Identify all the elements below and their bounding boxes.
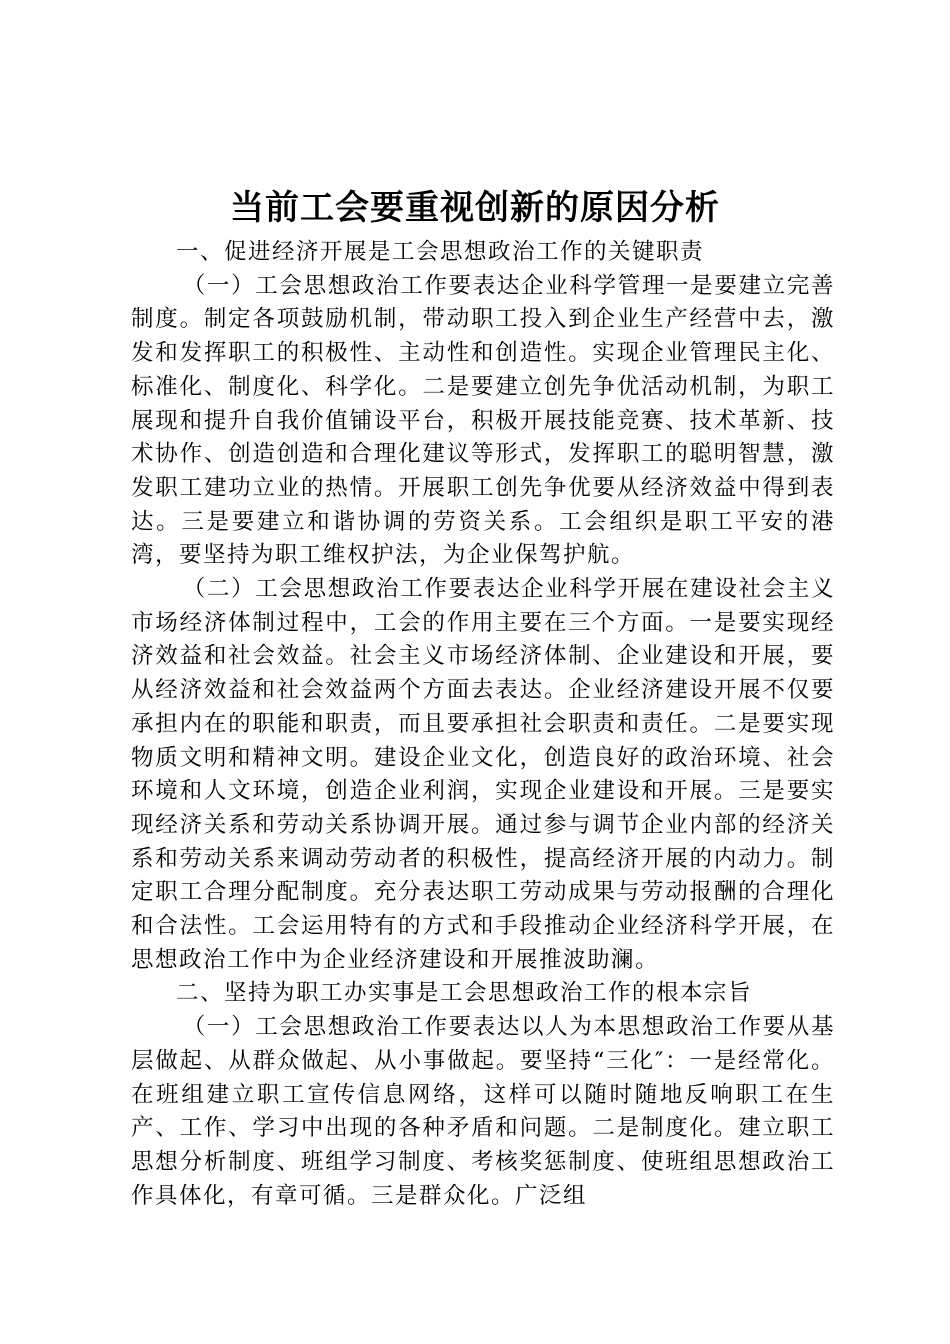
section-heading-2: 二、坚持为职工办实事是工会思想政治工作的根本宗旨: [176, 980, 753, 1007]
document-body: [131, 236, 835, 1213]
paragraph-2-1: （一）工会思想政治工作要表达以人为本思想政治工作要从基层做起、从群众做起、从小事做起。要坚持“三化″：一是经常化。在班组建立职工宣传信息网络，这样可以随时随地反响职工在生产、工作、学习中出现的各种矛盾和问题。二是制度化。建立职工思想分析制度、班组学习制度、考核奖惩制度、使班组思想政治工作具体化，有章可循。三是群众化。广泛组: [131, 1014, 835, 1209]
paragraph-1-2: （二）工会思想政治工作要表达企业科学开展在建设社会主义市场经济体制过程中，工会的作用主要在三个方面。一是要实现经济效益和社会效益。社会主义市场经济体制、企业建设和开展，要从经济效益和社会效益两个方面去表达。企业经济建设开展不仅要承担内在的职能和职责，而且要承担社会职责和责任。二是要实现物质文明和精神文明。建设企业文化，创造良好的政治环境、社会环境和人文环境，创造企业利润，实现企业建设和开展。三是要实现经济关系和劳动关系协调开展。通过参与调节企业内部的经济关系和劳动关系来调动劳动者的积极性，提高经济开展的内动力。制定职工合理分配制度。充分表达职工劳动成果与劳动报酬的合理化和合法性。工会运用特有的方式和手段推动企业经济科学开展，在思想政治工作中为企业经济建设和开展推波助澜。: [131, 576, 835, 973]
paragraph-1-1: （一）工会思想政治工作要表达企业科学管理一是要建立完善制度。制定各项鼓励机制，带动职工投入到企业生产经营中去，激发和发挥职工的积极性、主动性和创造性。实现企业管理民主化、标准化、制度化、科学化。二是要建立创先争优活动机制，为职工展现和提升自我价值铺设平台，积极开展技能竞赛、技术革新、技术协作、创造创造和合理化建议等形式，发挥职工的聪明智慧，激发职工建功立业的热情。开展职工创先争优要从经济效益中得到表达。三是要建立和谐协调的劳资关系。工会组织是职工平安的港湾，要坚持为职工维权护法，为企业保驾护航。: [131, 272, 835, 569]
section-heading-1: 一、促进经济开展是工会思想政治工作的关键职责: [176, 239, 705, 265]
page-title: 当前工会要重视创新的原因分析: [230, 188, 720, 228]
